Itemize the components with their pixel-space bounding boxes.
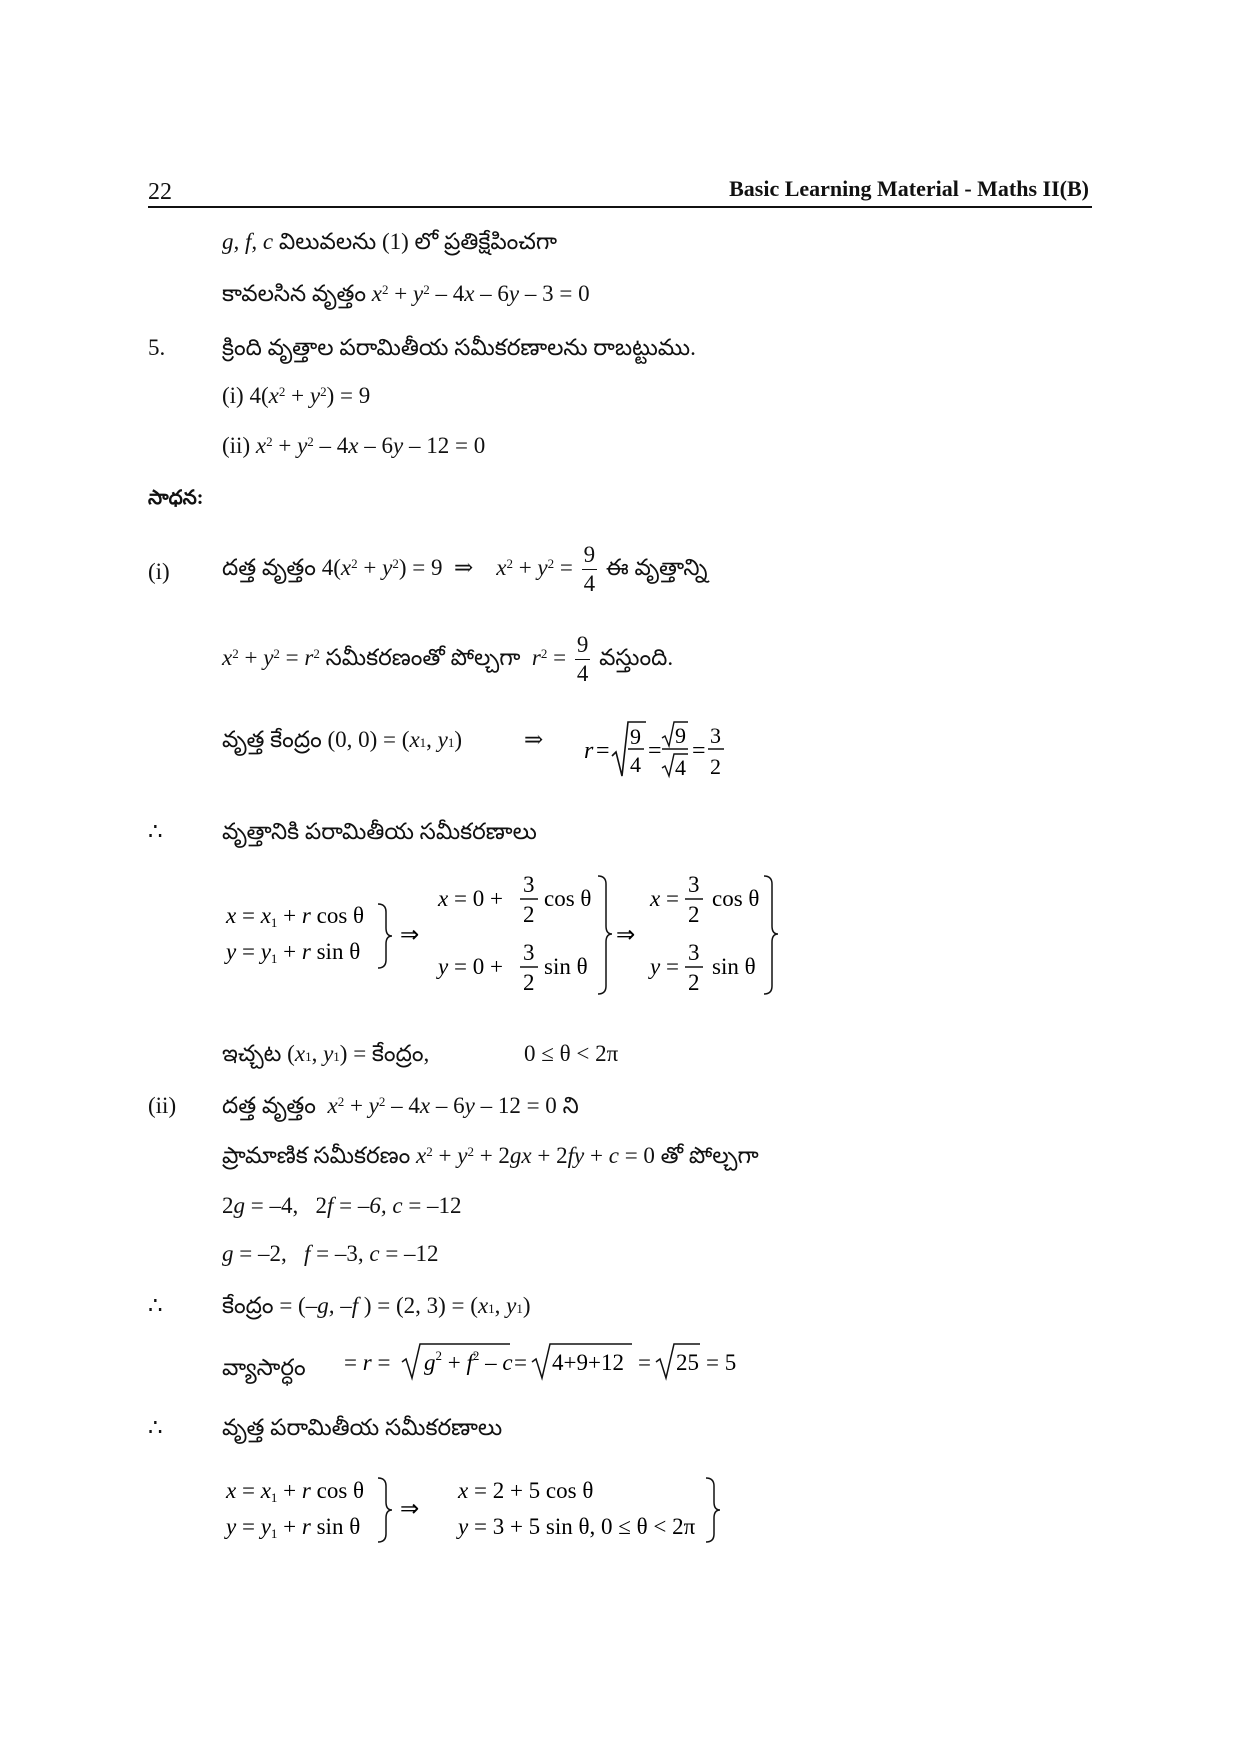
center2-text: కేంద్రం [222,1293,274,1318]
center-word: = కేంద్రం, [353,1041,430,1066]
svg-text:2: 2 [688,902,700,927]
svg-text:y = 0 +: y = 0 + [438,954,503,979]
ni-text: ని [562,1093,579,1118]
required-circle-line: కావలసిన వృత్తం $x^2 + y^2 - 4x - 6y - 3 = 0$ [222,281,590,306]
solution-heading: సాధన: [148,487,204,509]
svg-text:=: = [692,738,706,764]
svg-text:x = x1 + r cos θ: x = x1 + r cos θ [226,903,365,930]
svg-text:3: 3 [688,940,700,965]
svg-text:4: 4 [675,755,686,780]
svg-text:r: r [584,738,594,764]
svg-text:g2 + f2 – c: $g^2 + f^2 - c$ [424,1348,513,1375]
svg-text:=: = [596,738,610,764]
radius-word: వ్యాసార్ధం [222,1355,306,1380]
svg-text:x = x1 + r cos θ: x = x1 + r cos θ [226,1478,365,1505]
compare-eq-text: సమీకరణంతో పోల్చగా [325,645,521,670]
coefficients-line-2: g = –2, f = –3, c = –12 [222,1241,439,1266]
implies-arrow: ⇒ [524,727,544,752]
solution-i-label: (i) [148,559,170,584]
circle-param-heading: వృత్త పరామితీయ సమీకరణాలు [222,1415,503,1440]
center-ii-line: కేంద్రం = (–g, –f ) = (2, $3) = (x_1$, $y_1$) [222,1293,531,1318]
svg-text:3: 3 [523,940,535,965]
standard-eq-text: ప్రామాణిక సమీకరణం [222,1143,411,1168]
svg-text:⇒: ⇒ [400,922,420,947]
svg-text:⇒: ⇒ [400,1496,420,1521]
radius-ii-svg [342,1338,762,1384]
given-circle-text: దత్త వృత్తం [222,555,316,580]
parametric-system-ii [222,1474,742,1565]
therefore-symbol-2: ∴ [148,1293,163,1318]
parametric-svg-i [222,870,782,1016]
given-circle-line-ii: దత్త వృత్తం $x^2 + y^2 - 4x - 6y - 12 = 0$ ని [222,1093,579,1118]
part-i-label: (i) [222,383,244,408]
question-text: క్రింది వృత్తాల పరామితీయ సమీకరణాలను రాబట్టుము. [222,335,696,360]
part-ii-label: (ii) [222,433,251,458]
radius-computation [582,718,752,789]
svg-text:25: 25 [676,1350,699,1375]
standard-eq-line: ప్రామాణిక సమీకరణం $x^2 + y^2 + 2gx + 2fy + c = 0$ తో పోల్చగా [222,1143,759,1168]
svg-text:=: = [648,738,662,764]
svg-text:x = 2 + 5 cos θ: x = 2 + 5 cos θ [458,1478,594,1503]
svg-text:y =: y = [650,954,679,979]
svg-text:= 5: = 5 [706,1350,737,1375]
coefficients-line-1: 2g = –4, 2f = –6, c = –12 [222,1193,462,1218]
svg-text:3: 3 [710,723,721,748]
svg-text:y = y1 + r sin θ: y = y1 + r sin θ [226,939,361,966]
svg-text:sin θ: sin θ [712,954,756,979]
header-rule [148,206,1092,208]
svg-text:=: = [514,1350,527,1375]
here-text: ఇచ్చట [222,1041,282,1066]
svg-text:x = 0 +: x = 0 + [438,886,503,911]
therefore-symbol: ∴ [148,819,163,844]
page-header-title: Basic Learning Material - Maths II(B) [729,176,1089,201]
svg-text:2: 2 [710,754,721,779]
radius-word-container [222,1354,306,1382]
parametric-system-i [222,870,782,1021]
this-circle-text: ఈ వృత్తాన్ని [605,555,708,580]
compare-with-text: తో పోల్చగా [660,1143,759,1168]
svg-text:⇒: ⇒ [616,922,636,947]
svg-text:9: 9 [675,723,686,748]
svg-text:2: 2 [688,970,700,995]
question-part-i: (i) $4(x^2 + y^2) = 9$ [222,383,371,408]
question-part-ii: (ii) $x^2 + y^2 - 4x - 6y - 12 = 0$ [222,433,486,458]
required-circle-text: కావలసిన వృత్తం [222,281,367,306]
center-label: వృత్త కేంద్రం [222,727,322,752]
radius-ii-computation [342,1338,762,1389]
parametric-svg-ii [222,1474,742,1560]
svg-text:y = 3 + 5 sin θ, 0 ≤ θ < 2π: y = 3 + 5 sin θ, 0 ≤ θ < 2π [458,1514,696,1539]
svg-text:sin θ: sin θ [544,954,588,979]
substitution-text: విలువలను (1) లో ప్రతిక్షేపించగా [278,229,557,254]
svg-text:=: = [638,1350,651,1375]
svg-text:2: 2 [523,970,535,995]
question-number: 5. [148,335,166,360]
svg-text:4+9+12: 4+9+12 [552,1350,624,1375]
svg-text:2: 2 [523,902,535,927]
svg-text:3: 3 [688,872,700,897]
svg-text:y = y1 + r sin θ: y = y1 + r sin θ [226,1514,361,1541]
substitution-line: g, f, c విలువలను (1) లో ప్రతిక్షేపించగా [222,229,557,254]
radius-sqrt-svg [582,718,752,784]
svg-text:4: 4 [630,752,641,777]
comes-text: వస్తుంది. [599,645,674,670]
svg-text:x =: x = [650,886,679,911]
svg-text:3: 3 [523,872,535,897]
therefore-symbol-3: ∴ [148,1415,163,1440]
svg-text:9: 9 [630,724,641,749]
here-line: ఇచ్చట ($x_1$, $y_1$) = కేంద్రం, [222,1041,430,1066]
param-eq-heading: వృత్తానికి పరామితీయ సమీకరణాలు [222,819,537,844]
svg-text:cos θ: cos θ [544,886,592,911]
theta-range-i: 0 ≤ θ < 2π [524,1041,619,1066]
compare-line: $x^2 + y^2 = r^2$ సమీకరణంతో పోల్చగా $r^2$ = $\frac{9}{4}$ వస్తుంది. [222,632,674,687]
solution-ii-label: (ii) [148,1093,177,1118]
svg-text:= r =: = r = [344,1350,391,1375]
page-number: 22 [148,179,172,205]
given-circle-line-i: దత్త వృత్తం $4(x^2 + y^2) = 9$ ⇒ $x^2 + y^2$ = $\frac{9}{4}$ ఈ వృత్తాన్ని [222,542,708,597]
svg-text:cos θ: cos θ [712,886,760,911]
given-circle-text-ii: దత్త వృత్తం [222,1093,316,1118]
center-line: వృత్త కేంద్రం (0, $0) = (x_1$, $y_1$) [222,727,463,752]
